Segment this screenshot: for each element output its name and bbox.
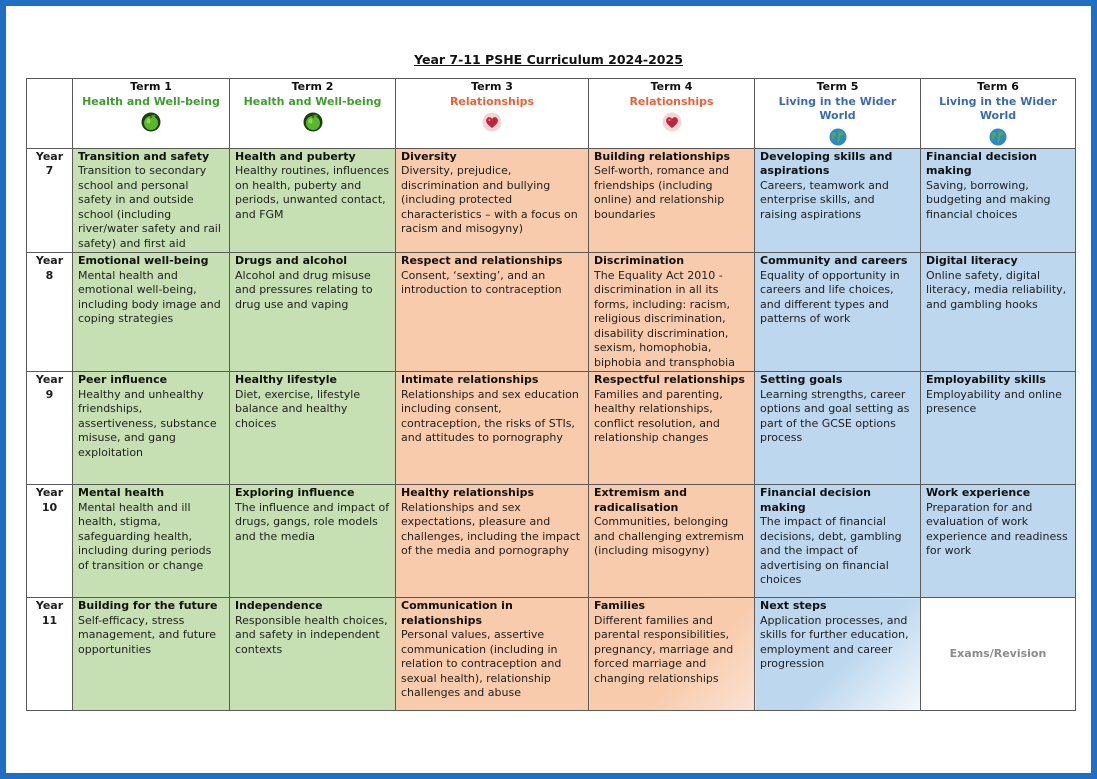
topic-body: Online safety, digital literacy, media reliability, and gambling hooks: [926, 268, 1067, 311]
topic-heading: Families: [594, 599, 646, 612]
topic-body: Healthy routines, influences on health, puberty and periods, unwanted contact, and FGM: [235, 164, 390, 221]
header-row: [27, 79, 1076, 149]
topic-heading: Peer influence: [78, 373, 168, 386]
term-header-3: [396, 79, 589, 149]
apple-icon: [141, 112, 161, 132]
topic-body: Relationships and sex expectations, pleasure and challenges, including the impact of the media and pornography: [401, 500, 581, 557]
curriculum-table: [26, 78, 1076, 711]
year-row-7: [27, 148, 1076, 253]
topic-cell: [396, 148, 589, 253]
topic-body: Transition to secondary school and personal safety in and outside school (including river/water safety and rail safety) and first aid: [78, 164, 221, 250]
topic-heading: Respectful relationships: [594, 373, 745, 386]
term-theme: Health and Well-being: [82, 94, 220, 108]
year-row-9: [27, 372, 1076, 485]
topic-body: Self-efficacy, stress management, and future opportunities: [78, 613, 217, 656]
term-label: Term 2: [291, 80, 334, 93]
topic-cell: [396, 372, 589, 485]
topic-cell: [589, 148, 755, 253]
topic-cell: [396, 598, 589, 711]
topic-cell: [921, 253, 1076, 372]
topic-cell: [73, 372, 230, 485]
topic-heading: Next steps: [760, 599, 827, 612]
topic-body: The influence and impact of drugs, gangs, role models and the media: [235, 500, 390, 543]
topic-cell: [589, 485, 755, 598]
topic-heading: Financial decision making: [926, 149, 1038, 177]
term-header-4: [589, 79, 755, 149]
term-theme: Health and Well-being: [243, 94, 382, 108]
topic-cell: [921, 372, 1076, 485]
topic-body: Preparation for and evaluation of work experience and readiness for work: [926, 500, 1068, 557]
topic-body: Diet, exercise, lifestyle balance and healthy choices: [235, 387, 361, 430]
topic-body: The impact of financial decisions, debt, gambling and the impact of advertising on financial choices: [760, 515, 902, 586]
topic-heading: Transition and safety: [78, 149, 210, 163]
topic-cell: [230, 485, 396, 598]
topic-cell: [230, 372, 396, 485]
topic-body: Equality of opportunity in careers and life choices, and different types and patterns of work: [760, 268, 900, 325]
term-header-6: [921, 79, 1076, 149]
topic-heading: Diversity: [401, 149, 457, 163]
document-title: Year 7-11 PSHE Curriculum 2024-2025: [414, 52, 683, 67]
year-label: Year 11: [27, 598, 73, 711]
topic-cell: [755, 148, 921, 253]
heart-icon: [662, 112, 682, 132]
year-row-10: [27, 485, 1076, 598]
topic-cell: [396, 253, 589, 372]
topic-body: Relationships and sex education including consent, contraception, the risks of STIs, and attitudes to pornography: [401, 387, 579, 444]
globe-icon: [988, 127, 1008, 147]
topic-heading: Developing skills and aspirations: [760, 149, 893, 177]
topic-cell: [755, 372, 921, 485]
year-label: Year 9: [27, 372, 73, 485]
topic-body: Diversity, prejudice, discrimination and bullying (including protected characteristics – with a focus on racism and misogyny): [401, 164, 578, 235]
topic-heading: Work experience: [926, 486, 1031, 499]
topic-heading: Respect and relationships: [401, 254, 563, 267]
topic-heading: Building for the future: [78, 599, 218, 612]
topic-heading: Digital literacy: [926, 254, 1018, 267]
term-label: Term 3: [471, 80, 513, 93]
topic-heading: Communication in relationships: [401, 599, 513, 627]
term-theme: Relationships: [449, 94, 535, 108]
topic-cell: [589, 598, 755, 711]
topic-body: Responsible health choices, and safety in independent contexts: [235, 613, 388, 656]
topic-body: Communities, belonging and challenging extremism (including misogyny): [594, 515, 744, 557]
topic-cell: [230, 598, 396, 711]
topic-cell: [73, 485, 230, 598]
term-label: Term 4: [650, 80, 693, 93]
topic-body: Families and parenting, healthy relationships, conflict resolution, and relationship changes: [594, 387, 723, 444]
year-label: Year 8: [27, 253, 73, 372]
topic-cell: [73, 598, 230, 711]
topic-heading: Discrimination: [594, 254, 685, 267]
topic-body: Self-worth, romance and friendships (including online) and relationship boundaries: [594, 164, 730, 221]
topic-cell: [73, 253, 230, 372]
topic-cell: [921, 485, 1076, 598]
topic-heading: Building relationships: [594, 149, 731, 163]
year-label: Year 7: [27, 148, 73, 253]
topic-heading: Drugs and alcohol: [235, 254, 348, 267]
topic-heading: Community and careers: [760, 254, 908, 267]
topic-body: Different families and parental responsibilities, pregnancy, marriage and forced marriage and changing relationships: [594, 613, 734, 685]
topic-cell: [230, 253, 396, 372]
topic-cell: [755, 485, 921, 598]
heart-icon: [482, 112, 502, 132]
topic-heading: Financial decision making: [760, 486, 872, 514]
topic-heading: Employability skills: [926, 373, 1046, 386]
topic-cell: [396, 485, 589, 598]
topic-cell: [230, 148, 396, 253]
term-label: Term 5: [816, 80, 859, 93]
exams-revision-cell: [921, 598, 1076, 711]
topic-cell: [589, 372, 755, 485]
topic-cell: [589, 253, 755, 372]
topic-heading: Healthy lifestyle: [235, 373, 337, 386]
term-theme: Living in the Wider World: [939, 94, 1057, 122]
topic-body: The Equality Act 2010 - discrimination in all its forms, including: racism, religious discrimination, disability discrimination, sexism, homophobia, biphobia and transphobia: [594, 268, 735, 369]
topic-body: Mental health and emotional well-being, including body image and coping strategies: [78, 268, 221, 325]
term-header-5: [755, 79, 921, 149]
topic-body: Personal values, assertive communication (including in relation to contraception and sexual health), relationship challenges and abuse: [401, 628, 562, 699]
topic-body: Learning strengths, career options and goal setting as part of the GCSE options process: [760, 387, 910, 444]
topic-heading: Mental health: [78, 486, 165, 499]
exams-revision-label: Exams/Revision: [949, 646, 1047, 660]
topic-heading: Intimate relationships: [401, 373, 539, 386]
globe-icon: [828, 127, 848, 147]
term-theme: Living in the Wider World: [778, 94, 897, 122]
term-label: Term 1: [130, 80, 172, 93]
topic-heading: Health and puberty: [235, 149, 356, 163]
topic-heading: Setting goals: [760, 373, 843, 386]
term-theme: Relationships: [629, 94, 714, 108]
year-row-8: [27, 253, 1076, 372]
topic-body: Consent, ‘sexting’, and an introduction to contraception: [401, 268, 562, 296]
term-header-2: [230, 79, 396, 149]
topic-body: Careers, teamwork and enterprise skills, and raising aspirations: [760, 178, 889, 221]
year-label: Year 10: [27, 485, 73, 598]
topic-body: Mental health and ill health, stigma, safeguarding health, including during periods of transition or change: [78, 500, 212, 572]
topic-cell: [755, 598, 921, 711]
year-row-11: [27, 598, 1076, 711]
topic-body: Healthy and unhealthy friendships, assertiveness, substance misuse, and gang exploitation: [78, 387, 217, 459]
topic-body: Saving, borrowing, budgeting and making financial choices: [926, 178, 1051, 221]
term-label: Term 6: [977, 80, 1019, 93]
topic-body: Application processes, and skills for further education, employment and career progression: [760, 613, 909, 670]
topic-heading: Extremism and radicalisation: [594, 486, 687, 514]
corner-cell: [27, 79, 73, 149]
topic-body: Alcohol and drug misuse and pressures relating to drug use and vaping: [235, 268, 373, 311]
topic-cell: [73, 148, 230, 253]
topic-heading: Independence: [235, 599, 323, 612]
topic-heading: Emotional well-being: [78, 254, 209, 267]
topic-heading: Exploring influence: [235, 486, 355, 499]
topic-heading: Healthy relationships: [401, 486, 535, 499]
topic-cell: [755, 253, 921, 372]
topic-cell: [921, 148, 1076, 253]
topic-body: Employability and online presence: [926, 387, 1062, 415]
apple-icon: [303, 112, 323, 132]
term-header-1: [73, 79, 230, 149]
